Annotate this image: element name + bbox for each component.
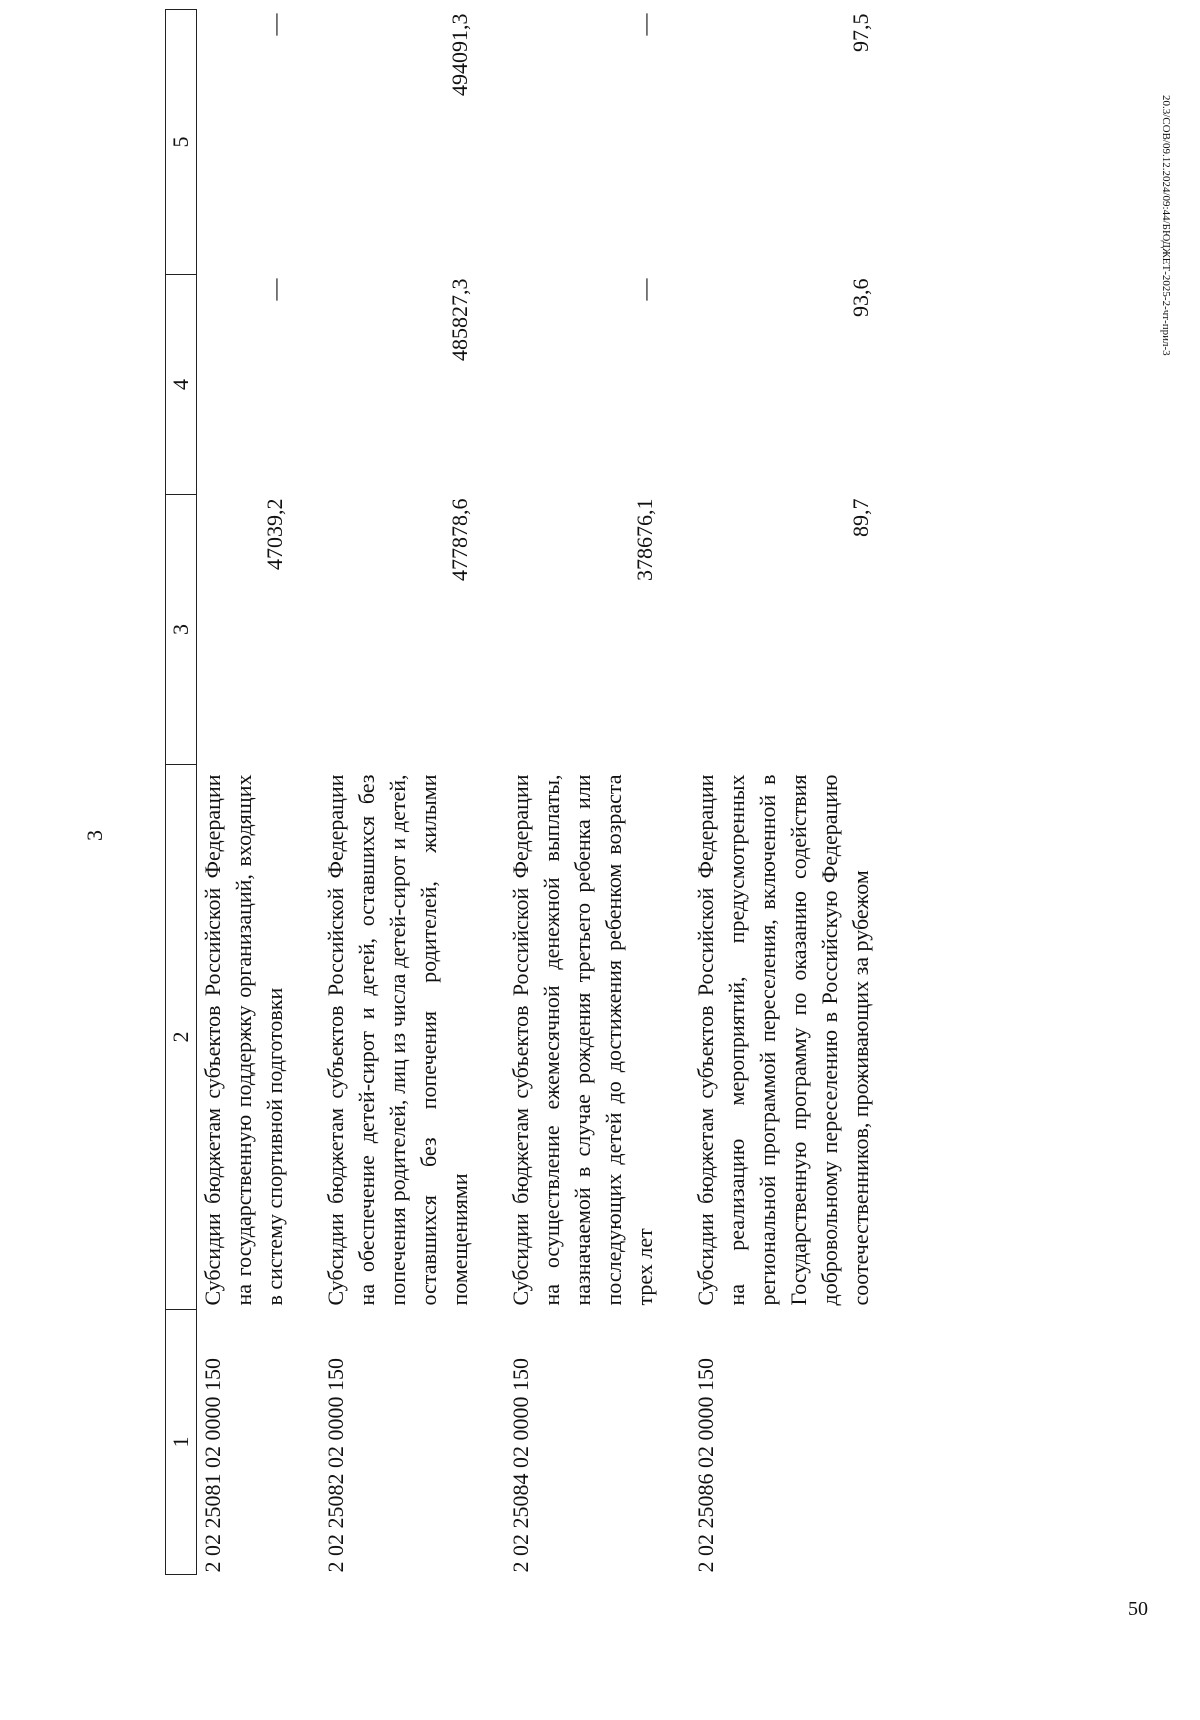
page-number: 50 (1128, 1598, 1148, 1620)
row-code: 2 02 25082 02 0000 150 (323, 1358, 348, 1573)
table-row (320, 10, 505, 1575)
row-value-col5: 494091,3 (447, 13, 472, 96)
row-value-col5: 97,5 (848, 13, 873, 52)
row-value-col3: 378676,1 (632, 498, 657, 581)
row-code: 2 02 25086 02 0000 150 (693, 1358, 718, 1573)
header-row (166, 10, 197, 1575)
row-value-col4: 485827,3 (447, 278, 472, 361)
header-col-4: 4 (166, 275, 197, 495)
row-description: Субсидии бюджетам субъектов Российской Федерации на обеспечение детей-сирот и детей, оставшихся без попечения родителей, лиц из числа детей-сирот и детей, оставшихся без попечения родителей, жилыми помещениями (323, 774, 472, 1306)
table-row (690, 10, 906, 1575)
budget-table (165, 9, 906, 1575)
document-reference-code: 20.3/СОВ/09.12.2024/09:44/БЮДЖЕТ-2025-2-чт-прил-3 (1160, 95, 1172, 356)
row-value-col3: 89,7 (848, 498, 873, 537)
row-description: Субсидии бюджетам субъектов Российской Федерации на реализацию мероприятий, предусмотренных региональной программой переселения, включенной в Государственную программу по оказанию содействия добровольному переселению в Российскую Федерацию соотечественников, проживающих за рубежом (693, 774, 873, 1306)
row-description: Субсидии бюджетам субъектов Российской Федерации на осуществление ежемесячной денежной выплаты, назначаемой в случае рождения третьего ребенка или последующих детей до достижения ребенком возраста трех лет (508, 774, 657, 1306)
sheet-number: 3 (82, 830, 107, 841)
row-value-col3: 47039,2 (262, 498, 287, 570)
header-col-5: 5 (166, 10, 197, 275)
header-col-1: 1 (166, 1310, 197, 1575)
table-row (197, 10, 321, 1575)
table-row (505, 10, 690, 1575)
row-value-col4: 93,6 (848, 278, 873, 317)
row-description: Субсидии бюджетам субъектов Российской Федерации на государственную поддержку организаций, входящих в систему спортивной подготовки (200, 774, 287, 1306)
header-col-2: 2 (166, 765, 197, 1310)
rotated-content (70, 13, 1080, 1720)
row-value-col4: — (262, 278, 287, 301)
header-col-3: 3 (166, 495, 197, 765)
row-code: 2 02 25081 02 0000 150 (200, 1358, 225, 1573)
row-value-col5: — (632, 13, 657, 36)
row-value-col4: — (632, 278, 657, 301)
row-code: 2 02 25084 02 0000 150 (508, 1358, 533, 1573)
row-value-col5: — (262, 13, 287, 36)
row-value-col3: 477878,6 (447, 498, 472, 581)
